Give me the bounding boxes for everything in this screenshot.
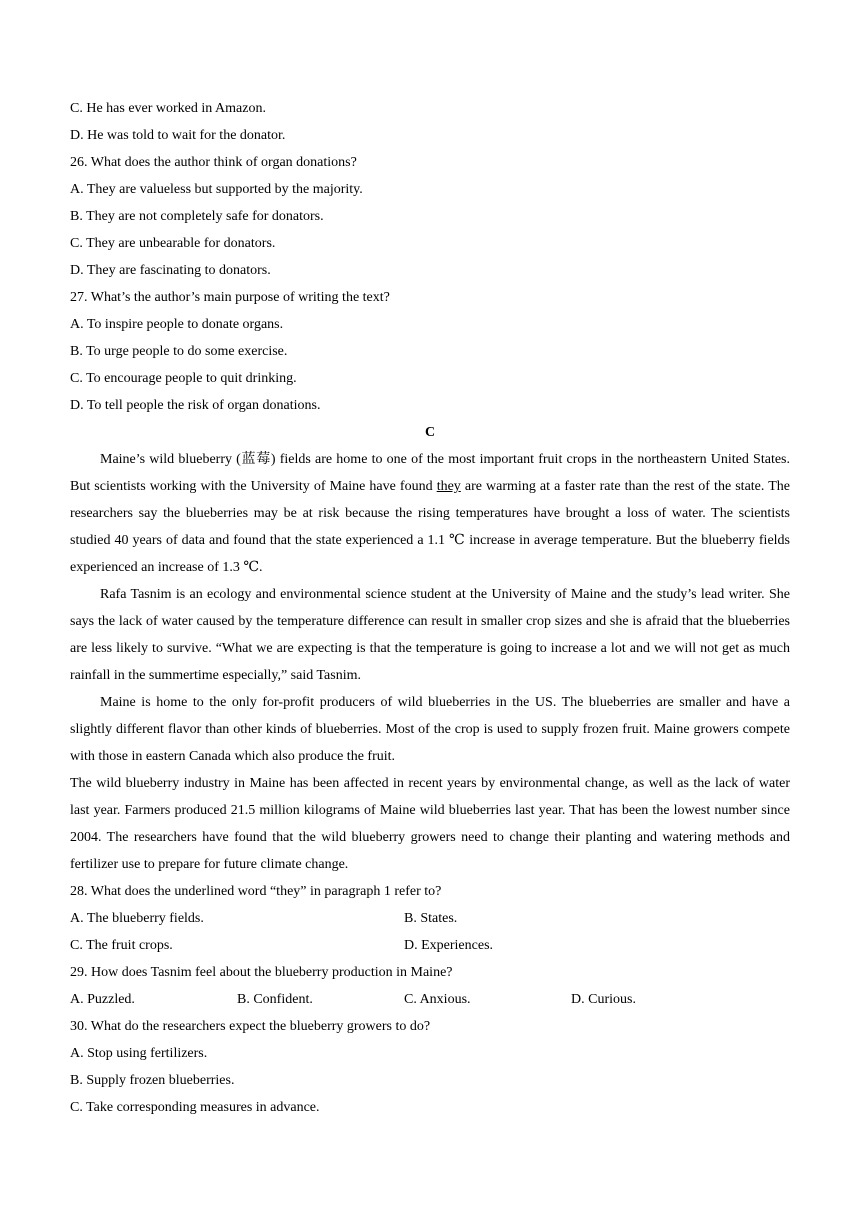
q26-option-d: D. They are fascinating to donators.: [70, 263, 271, 278]
q26-option-c: C. They are unbearable for donators.: [70, 236, 276, 251]
q26-question: 26. What does the author think of organ donations?: [70, 155, 357, 170]
passage-paragraph-4: The wild blueberry industry in Maine has been affected in recent years by environmental change, as well as the lack of water last year. Farmers produced 21.5 million kilograms of Maine wild blueberries last year. That has been the lowest number since 2004. The researchers have found that the wild blueberry growers need to change their planting and watering methods and fertilizer use to prepare for future climate change.: [70, 776, 790, 872]
q28-option-d: D. Experiences.: [404, 938, 494, 953]
q29-option-b: B. Confident.: [237, 992, 313, 1007]
q29-option-d: D. Curious.: [571, 992, 636, 1007]
underlined-word: they: [436, 479, 461, 494]
q25-option-d: D. He was told to wait for the donator.: [70, 128, 286, 143]
q27-option-d: D. To tell people the risk of organ donations.: [70, 398, 321, 413]
q28-question: 28. What does the underlined word “they” in paragraph 1 refer to?: [70, 884, 442, 899]
q28-options-row-1: [70, 905, 790, 932]
q29-option-c: C. Anxious.: [404, 992, 471, 1007]
q26-option-a: A. They are valueless but supported by the majority.: [70, 182, 363, 197]
q29-option-a: A. Puzzled.: [70, 992, 135, 1007]
paragraph-1-end: are warming at a faster rate than the rest of the state. The researchers say the blueberries may be at risk because the rising temperatures have brought a loss of water. The scientists studied 40 years of data and found that the state experienced a 1.1 ℃ increase in average temperature. But the blueberry fields experienced an increase of 1.3 ℃.: [70, 479, 790, 575]
paragraph-1-start: Maine’s wild blueberry (蓝莓) fields are home to one of the most important fruit crops in the northeastern United States. But scientists working with the University of Maine have found: [70, 452, 790, 494]
q30-option-a: A. Stop using fertilizers.: [70, 1046, 208, 1061]
q26-option-b: B. They are not completely safe for donators.: [70, 209, 324, 224]
q30-option-b: B. Supply frozen blueberries.: [70, 1073, 235, 1088]
document-page: [70, 95, 790, 1121]
section-heading: C: [424, 425, 436, 440]
q30-option-c: C. Take corresponding measures in advance.: [70, 1100, 320, 1115]
passage-paragraph-1: [70, 446, 790, 581]
q27-option-b: B. To urge people to do some exercise.: [70, 344, 288, 359]
q25-option-c: C. He has ever worked in Amazon.: [70, 101, 266, 116]
passage-paragraph-3: Maine is home to the only for-profit producers of wild blueberries in the US. The blueberries are smaller and have a slightly different flavor than other kinds of blueberries. Most of the crop is used to supply frozen fruit. Maine growers compete with those in eastern Canada which also produce the fruit.: [70, 695, 790, 764]
q28-option-b: B. States.: [404, 911, 458, 926]
passage-paragraph-2: Rafa Tasnim is an ecology and environmental science student at the University of Maine and the study’s lead writer. She says the lack of water caused by the temperature difference can result in smaller crop sizes and she is afraid that the blueberries are less likely to survive. “What we are expecting is that the temperature is going to increase a lot and we will not get as much rainfall in the summertime especially,” said Tasnim.: [70, 587, 790, 683]
q27-option-c: C. To encourage people to quit drinking.: [70, 371, 297, 386]
q28-option-a: A. The blueberry fields.: [70, 911, 204, 926]
q28-options-row-2: [70, 932, 790, 959]
q30-question: 30. What do the researchers expect the blueberry growers to do?: [70, 1019, 431, 1034]
q29-options-row: [70, 986, 790, 1013]
q29-question: 29. How does Tasnim feel about the blueberry production in Maine?: [70, 965, 453, 980]
q27-question: 27. What’s the author’s main purpose of writing the text?: [70, 290, 390, 305]
q27-option-a: A. To inspire people to donate organs.: [70, 317, 284, 332]
q28-option-c: C. The fruit crops.: [70, 938, 173, 953]
